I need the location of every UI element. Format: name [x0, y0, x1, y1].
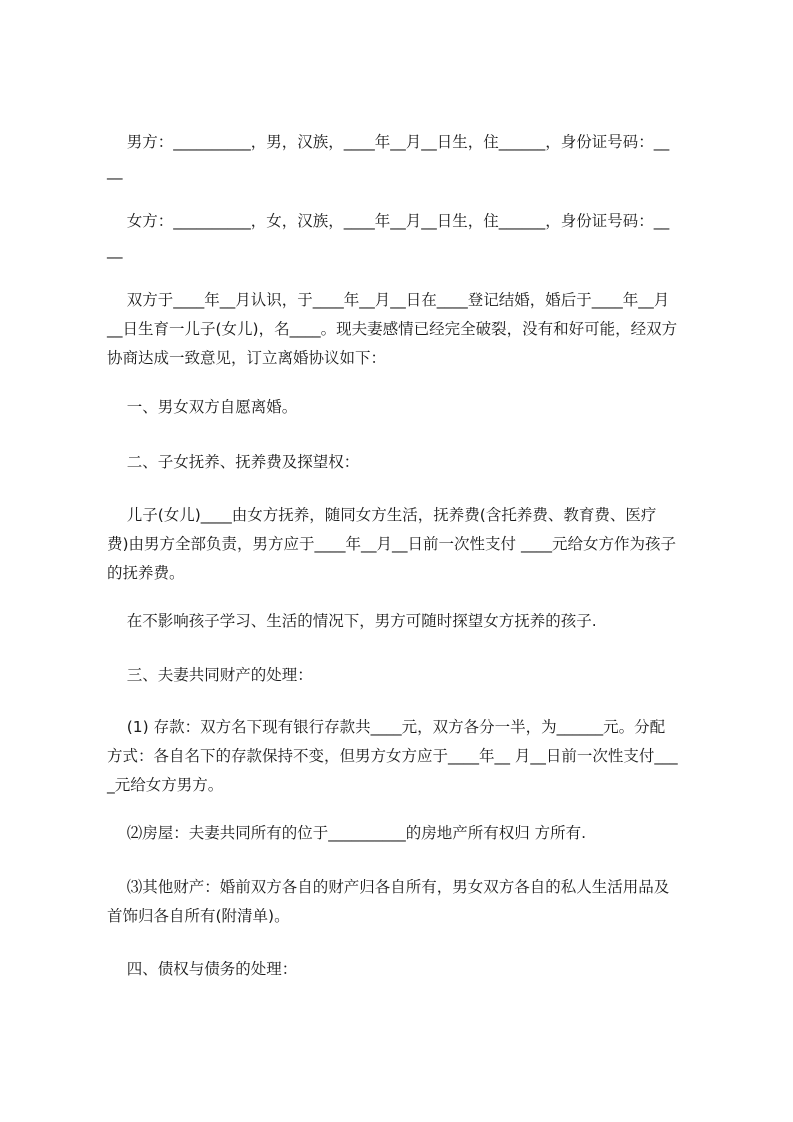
child-custody-line-1: 儿子(女儿)____由女方抚养，随同女方生活，抚养费(含托养费、教育费、医疗	[107, 506, 657, 524]
man-info-line-1: 男方：__________，男，汉族，____年__月__日生，住______，身份证号码：__	[107, 133, 670, 151]
section-heading-2	[107, 448, 707, 477]
intro-line-3: 协商达成一致意见，订立离婚协议如下：	[107, 349, 387, 367]
section-heading-4-text: 四、债权与债务的处理：	[107, 960, 298, 978]
deposit-paragraph	[107, 713, 707, 800]
deposit-line-3: _元给女方男方。	[107, 776, 224, 794]
intro-line-1: 双方于____年__月认识，于____年__月__日在____登记结婚，婚后于____年__月	[107, 291, 670, 309]
section-heading-1	[107, 393, 707, 422]
other-property-line-1: ⑶其他财产：婚前双方各自的财产归各自所有，男女双方各自的私人生活用品及	[107, 878, 670, 896]
child-custody-line-2: 费)由男方全部负责，男方应于____年__月__日前一次性支付 ____元给女方作为孩子	[107, 535, 676, 553]
other-property-line-2: 首饰归各自所有(附清单)。	[107, 907, 290, 925]
intro-paragraph	[107, 286, 707, 373]
child-custody-line-3: 的抚养费。	[107, 564, 185, 582]
man-info-line-2: __	[107, 162, 123, 180]
intro-line-2: __日生育一儿子(女儿)，名____。现夫妻感情已经完全破裂，没有和好可能，经双方	[107, 320, 678, 338]
section-heading-3-text: 三、夫妻共同财产的处理：	[107, 666, 313, 684]
other-property-paragraph	[107, 873, 707, 931]
woman-info-line-1: 女方：__________，女，汉族，____年__月__日生，住______，身份证号码：__	[107, 212, 670, 230]
deposit-line-2: 方式：各自名下的存款保持不变，但男方女方应于____年__ 月__日前一次性支付___	[107, 747, 678, 765]
man-info-paragraph	[107, 128, 707, 186]
section-heading-1-text: 一、男女双方自愿离婚。	[107, 398, 298, 416]
visitation-paragraph	[107, 607, 707, 636]
child-custody-paragraph	[107, 501, 707, 588]
section-heading-2-text: 二、子女抚养、抚养费及探望权：	[107, 453, 360, 471]
visitation-text: 在不影响孩子学习、生活的情况下，男方可随时探望女方抚养的孩子.	[107, 612, 597, 630]
house-paragraph	[107, 819, 707, 848]
section-heading-4	[107, 955, 707, 984]
house-text: ⑵房屋：夫妻共同所有的位于__________的房地产所有权归 方所有.	[107, 824, 587, 842]
woman-info-line-2: __	[107, 241, 123, 259]
deposit-line-1: (1) 存款：双方名下现有银行存款共____元，双方各分一半，为______元。分配	[107, 718, 666, 736]
section-heading-3	[107, 661, 707, 690]
woman-info-paragraph	[107, 207, 707, 265]
